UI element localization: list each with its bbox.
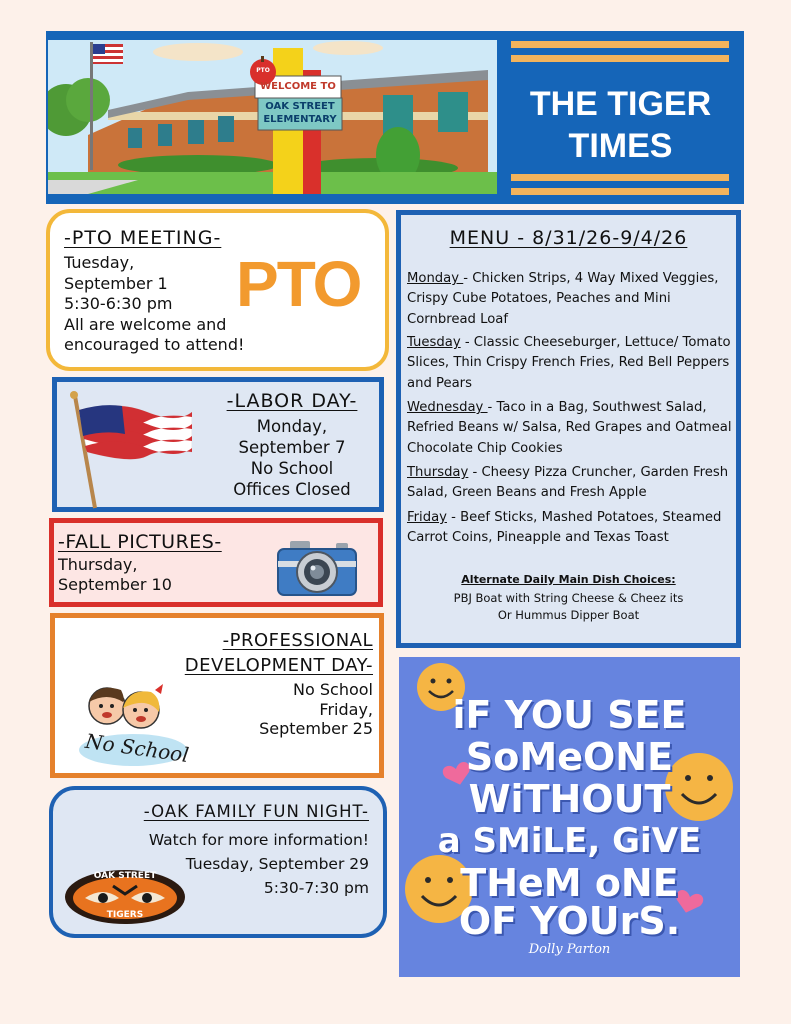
- fall-pictures-details: [58, 555, 172, 595]
- fun-night-line: 5:30-7:30 pm: [263, 879, 369, 897]
- pto-line: Tuesday,: [64, 253, 135, 272]
- pto-line: encouraged to attend!: [64, 335, 245, 354]
- title-stripe: [511, 55, 729, 62]
- pd-day-heading: [133, 628, 373, 678]
- title-stripe: [511, 41, 729, 48]
- sign-school-line2: ELEMENTARY: [263, 114, 337, 125]
- menu-day-label: Wednesday: [407, 400, 488, 415]
- pto-logo-text: PTO: [236, 248, 361, 320]
- sign-welcome-text: WELCOME TO: [260, 81, 336, 92]
- alternate-choices-list: [401, 590, 736, 624]
- fun-night-heading: -OAK FAMILY FUN NIGHT-: [143, 802, 369, 821]
- title-panel: [497, 31, 744, 204]
- pd-day-line: September 25: [259, 719, 373, 738]
- quote-line: iF YOU SEE: [452, 693, 687, 737]
- fall-pictures-box: [49, 518, 383, 607]
- pto-logo: [236, 249, 360, 319]
- menu-day-label: Friday: [407, 510, 447, 525]
- no-school-clipart-text: No School: [83, 728, 191, 768]
- fun-night-box: [49, 786, 387, 938]
- camera-icon: [276, 539, 358, 603]
- labor-day-line: No School: [250, 459, 334, 478]
- pd-day-line: Friday,: [319, 699, 373, 719]
- alternate-choice-line: PBJ Boat with String Cheese & Cheez its: [453, 591, 684, 605]
- fall-pictures-line: Thursday,: [58, 555, 138, 574]
- menu-day-text: - Taco in a Bag, Southwest Salad, Refried Beans w/ Salsa, Red Grapes and Oatmeal Chocolate Chip Cookies: [407, 400, 732, 456]
- menu-box: [396, 210, 741, 648]
- labor-day-heading: -LABOR DAY-: [226, 390, 358, 412]
- quote-line: WiTHOUT: [468, 777, 671, 821]
- pto-line: September 1: [64, 273, 168, 293]
- sign-school-line1: OAK STREET: [265, 101, 335, 112]
- menu-item-friday: [407, 508, 732, 549]
- pd-heading-line2: DEVELOPMENT DAY-: [184, 655, 373, 676]
- menu-day-label: Thursday: [407, 465, 469, 480]
- labor-day-line: Offices Closed: [233, 480, 351, 499]
- title-stripe: [511, 174, 729, 181]
- alternate-choice-line: Or Hummus Dipper Boat: [497, 608, 640, 622]
- pto-line: All are welcome and: [64, 314, 227, 334]
- newsletter-title: [497, 83, 744, 167]
- menu-day-label: Monday: [407, 271, 464, 286]
- tigers-logo-top-text: OAK STREET: [93, 871, 157, 881]
- pto-meeting-box: [46, 209, 389, 371]
- labor-day-line: Monday,: [256, 417, 328, 436]
- quote-line: OF YOUrS.: [458, 899, 681, 943]
- menu-title: MENU - 8/31/26-9/4/26: [449, 227, 688, 249]
- menu-day-text: - Chicken Strips, 4 Way Mixed Veggies, Crispy Cube Potatoes, Peaches and Mini Cornbread Loaf: [407, 271, 719, 327]
- fall-pictures-line: September 10: [58, 575, 172, 594]
- title-line2: TIMES: [568, 127, 673, 165]
- smile-quote-image: [399, 657, 740, 977]
- title-stripe: [511, 188, 729, 195]
- menu-item-monday: [407, 269, 732, 330]
- menu-item-tuesday: [407, 333, 732, 394]
- alternate-choices-title: Alternate Daily Main Dish Choices:: [461, 573, 676, 586]
- menu-day-text: - Cheesy Pizza Cruncher, Garden Fresh Salad, Green Beans and Fresh Apple: [407, 465, 729, 501]
- pd-heading-line1: -PROFESSIONAL: [222, 630, 373, 651]
- menu-item-wednesday: [407, 398, 732, 459]
- american-flag-icon: [67, 390, 192, 514]
- menu-day-text: - Beef Sticks, Mashed Potatoes, Steamed Carrot Coins, Pineapple and Texas Toast: [407, 510, 722, 546]
- pd-day-box: [50, 613, 384, 778]
- quote-line: SoMeONE: [465, 735, 674, 779]
- quote-line: THeM oNE: [460, 861, 679, 905]
- quote-line: a SMiLE, GiVE: [437, 821, 702, 861]
- pd-day-details: [193, 680, 373, 739]
- school-building-illustration: [48, 40, 497, 194]
- fun-night-line: Tuesday, September 29: [185, 855, 369, 873]
- menu-day-label: Tuesday: [407, 335, 461, 350]
- title-line1: THE TIGER: [529, 85, 712, 123]
- menu-day-text: - Classic Cheeseburger, Lettuce/ Tomato Slices, Thin Crispy French Fries, Red Bell Peppers and Pears: [407, 335, 731, 391]
- pto-line: 5:30-6:30 pm: [64, 294, 173, 313]
- labor-day-box: [52, 377, 384, 512]
- menu-item-thursday: [407, 463, 732, 504]
- oak-street-tigers-logo: [63, 868, 187, 926]
- sign-school-name: [258, 100, 342, 126]
- fun-night-line: Watch for more information!: [148, 831, 369, 849]
- sign-apple-pto: PTO: [256, 67, 270, 74]
- pd-day-line: No School: [293, 680, 373, 699]
- quote-author: Dolly Parton: [528, 942, 611, 957]
- fall-pictures-heading: -FALL PICTURES-: [58, 531, 222, 553]
- labor-day-line: September 7: [238, 438, 346, 457]
- labor-day-details: [207, 416, 377, 500]
- tigers-logo-bottom-text: TIGERS: [106, 910, 144, 920]
- pto-heading: -PTO MEETING-: [64, 227, 222, 249]
